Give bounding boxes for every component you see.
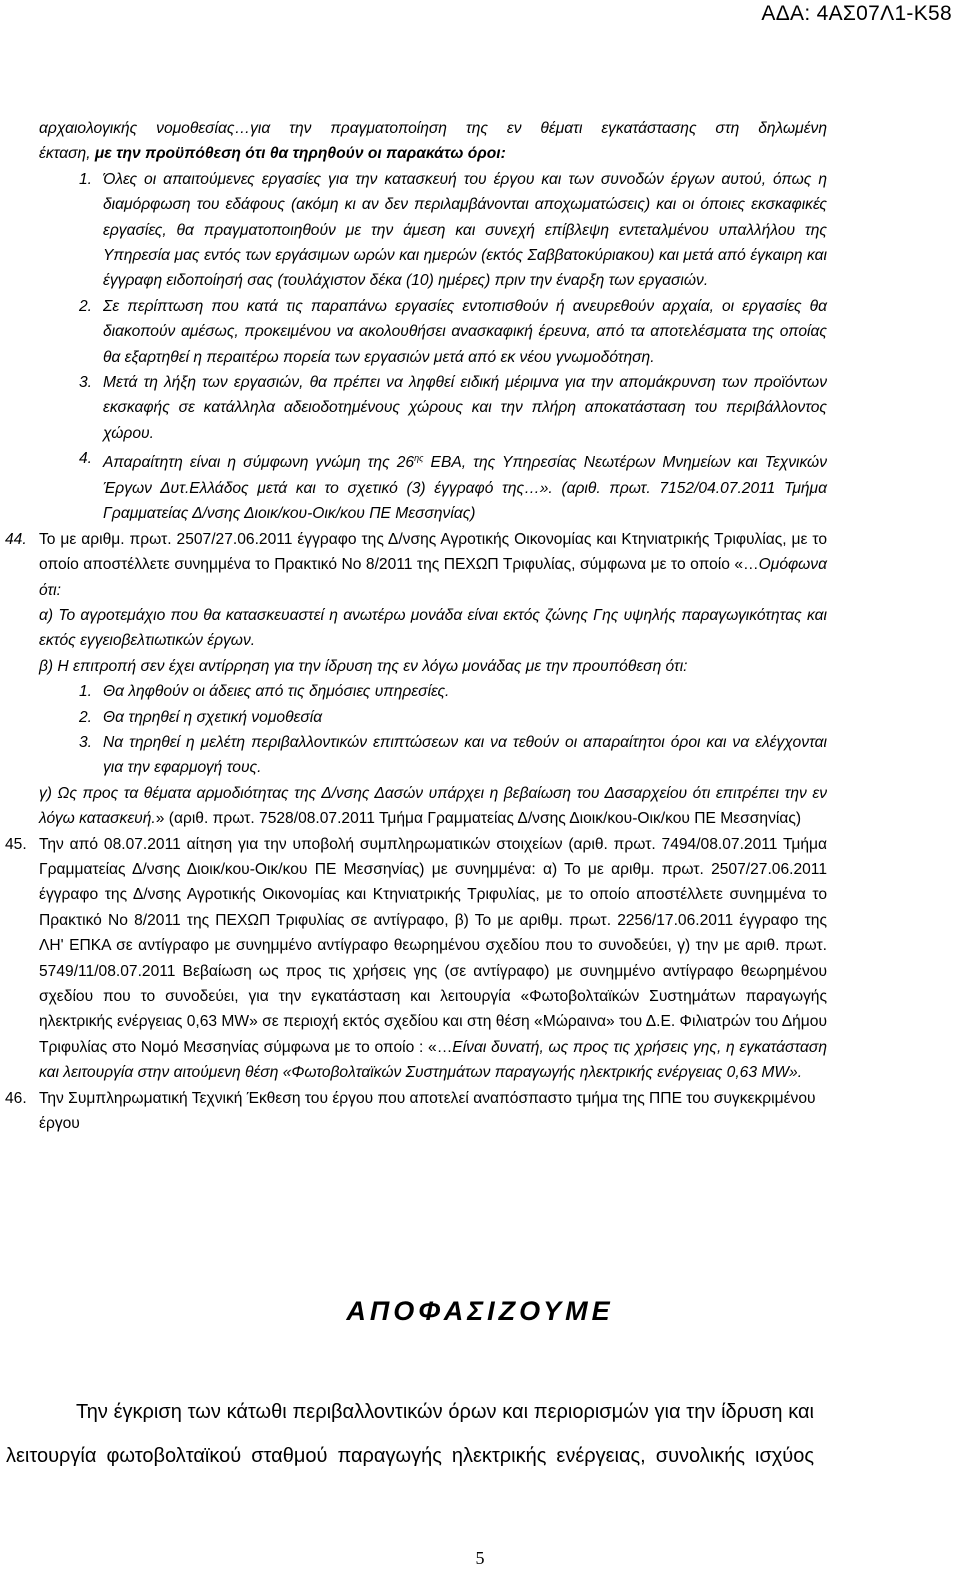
approval-text — [6, 1390, 814, 1478]
item-45: 45. Την από 08.07.2011 αίτηση για την υποβολή συμπληρωματικών στοιχείων (αριθ. πρωτ. 7494/08.07.2011 Τμήμα Γραμματείας Δ/νσης Διοικ/κου-Οικ/κου ΠΕ Μεσσηνίας) με συνημμένα: α) Το με αριθμ. πρωτ. 2507/27.06.2011 έγγραφο της Δ/νσης Αγροτικής Οικονομίας και Κτηνιατρικής Τριφυλίας, με το οποίο αποστέλλετε συνημμένα το Πρακτικό Νο 8/2011 της ΠΕΧΩΠ Τριφυλίας σε αντίγραφο, β) Το με αριθμ. πρωτ. 2256/17.06.2011 έγγραφο της ΛΗ' ΕΠΚΑ σε αντίγραφο με συνημμένο αντίγραφο θεωρημένου σχεδίου που το συνοδεύει, γ) την με αριθ. πρωτ. 5749/11/08.07.2011 Βεβαίωση ως προς τις χρήσεις γης (σε αντίγραφο) με συνημμένο αντίγραφο θεωρημένου σχεδίου που το συνοδεύει, για την εγκατάσταση και λειτουργία «Φωτοβολταϊκών Συστημάτων παραγωγής ηλεκτρικής ενέργειας 0,63 MW» σε περιοχή εκτός σχεδίου και στη θέση «Μώραινα» του Δ.Ε. Φιλιατρών του Δήμου Τριφυλίας στο Νομό Μεσσηνίας σύμφωνα με το οποίο : «…Είναι δυνατή, ως προς τις χρήσεις γης, η εγκατάσταση και λειτουργία στην αιτούμενη θέση «Φωτοβολταϊκών Συστημάτων παραγωγής ηλεκτρικής ενέργειας 0,63 MW». — [5, 835, 827, 1082]
ada-code: ΑΔΑ: 4ΑΣ07Λ1-Κ58 — [761, 2, 952, 25]
item-44-b: β) Η επιτροπή σεν έχει αντίρρηση για την ίδρυση της εν λόγω μονάδας με την προυπόθεση ότι: — [39, 657, 688, 675]
item-46: 46. Την Συμπληρωματική Τεχνική Έκθεση του έργου που αποτελεί αναπόσπαστο τμήμα της ΠΠΕ του συγκεκριμένου έργου — [5, 1089, 816, 1133]
condition-item: 2. Σε περίπτωση που κατά τις παραπάνω εργασίες εντοπισθούν ή ανευρεθούν αρχαία, οι εργασίες θα διακοπούν αμέσως, προκειμένου να ακολουθήσει ανασκαφική έρευνα, από τα αποτελέσματα της οποίας θα εξαρτηθεί η περαιτέρω πορεία των εργασιών μετά από εκ νέου γνωμοδότηση. — [79, 297, 827, 366]
item-44-b-list — [79, 679, 827, 781]
condition-item: 4. Απαραίτητη είναι η σύμφωνη γνώμη της $26^{\eta\varsigma}$ ΕΒΑ, της Υπηρεσίας Νεωτέρων Μνημείων και Τεχνικών Έργων Δυτ.Ελλάδος μετά και το σχετικό (3) έγγραφό της…». (αριθ. πρωτ. 7152/04.07.2011 Τμήμα Γραμματείας Δ/νσης Διοικ/κου-Οικ/κου ΠΕ Μεσσηνίας) — [79, 450, 827, 523]
approval-line-2: λειτουργία φωτοβολταϊκού σταθμού παραγωγής ηλεκτρικής ενέργειας, συνολικής ισχύος — [6, 1445, 814, 1467]
document-body — [5, 116, 827, 1136]
condition-item: 3. Μετά τη λήξη των εργασιών, θα πρέπει να ληφθεί ειδική μέριμνα για την απομάκρυνση των προϊόντων εκσκαφής σε κατάλληλα αδειοδοτημένους χώρους και την πλήρη αποκατάσταση του περιβάλλοντος χώρου. — [79, 374, 827, 442]
condition-item: 1. Όλες οι απαιτούμενες εργασίες για την κατασκευή του έργου και των συνοδών έργων αυτού, όπως η διαμόρφωση του εδάφους (ακόμη κι αν δεν περιλαμβάνονται αποχωματώσεις) και οι όποιες εκσκαφικές εργασίες, θα πραγματοποιηθούν με την άμεση και συνεχή επίβλεψη εντεταλμένου υπαλλήλου της Υπηρεσία μας εντός των εργάσιμων ωρών και ημερών (εκτός Σαββατοκύριακου) και μετά από έγκαιρη και έγγραφη ειδοποίησή σας (τουλάχιστον δέκα (10) ημέρες) πριν την έναρξη των εργασιών. — [79, 170, 827, 290]
list-item: 3. Να τηρηθεί η μελέτη περιβαλλοντικών επιπτώσεων και να τεθούν οι απαραίτητοι όροι και να ελέγχονται για την εφαρμογή τους. — [79, 733, 827, 777]
item-44-a: α) Το αγροτεμάχιο που θα κατασκευαστεί η ανωτέρω μονάδα είναι εκτός ζώνης Γης υψηλής παραγωγικότητας και εκτός εγγειοβελτιωτικών έργων. — [39, 606, 827, 650]
list-item: 2. Θα τηρηθεί η σχετική νομοθεσία — [79, 708, 323, 726]
item-44-c: γ) Ως προς τα θέματα αρμοδιότητας της Δ/νσης Δασών υπάρχει η βεβαίωση του Δασαρχείου ότι επιτρέπει την εν λόγω κατασκευή.» (αριθ. πρωτ. 7528/08.07.2011 Τμήμα Γραμματείας Δ/νσης Διοικ/κου-Οικ/κου ΠΕ Μεσσηνίας) — [39, 784, 827, 828]
list-item: 1. Θα ληφθούν οι άδειες από τις δημόσιες υπηρεσίες. — [79, 683, 450, 701]
decision-heading: ΑΠΟΦΑΣΙΖΟΥΜΕ — [346, 1296, 614, 1326]
item-44: 44. Το με αριθμ. πρωτ. 2507/27.06.2011 έγγραφο της Δ/νσης Αγροτικής Οικονομίας και Κτηνιατρικής Τριφυλίας, με το οποίο αποστέλλετε συνημμένα το Πρακτικό Νο 8/2011 της ΠΕΧΩΠ Τριφυλίας, σύμφωνα με το οποίο «…Ομόφωνα ότι: α) Το αγροτεμάχιο που θα κατασκευαστεί η ανωτέρω μονάδα είναι εκτός ζώνης Γης υψηλής παραγωγικότητας και εκτός εγγειοβελτιωτικών έργων. β) Η επιτροπή σεν έχει αντίρρηση για την ίδρυση της εν λόγω μονάδας με την προυπόθεση ότι: 1. Θα ληφθούν οι άδειες από τις δημόσιες υπηρεσίες. 2. Θα τηρηθεί η σχετική νομοθεσία 3. Να τηρηθεί η μελέτη περιβαλλοντικών επιπτώσεων και να τεθούν οι απαραίτητοι όροι και να ελέγχονται για την εφαρμογή τους. γ) Ως προς τα θέματα αρμοδιότητας της Δ/νσης Δασών υπάρχει η βεβαίωση του Δασαρχείου ότι επιτρέπει την εν λόγω κατασκευή.» (αριθ. πρωτ. 7528/08.07.2011 Τμήμα Γραμματείας Δ/νσης Διοικ/κου-Οικ/κου ΠΕ Μεσσηνίας) — [39, 527, 827, 832]
approval-line-1: Την έγκριση των κάτωθι περιβαλλοντικών όρων και περιορισμών για την ίδρυση και — [76, 1401, 814, 1423]
conditions-list — [79, 167, 827, 527]
intro-line-1: αρχαιολογικής νομοθεσίας…για την πραγματοποίηση της εν θέματι εγκατάστασης στη δηλωμένη — [39, 120, 827, 137]
page-number: 5 — [475, 1548, 485, 1568]
intro-line-2: έκταση, με την προϋπόθεση ότι θα τηρηθούν οι παρακάτω όροι: — [39, 145, 506, 163]
